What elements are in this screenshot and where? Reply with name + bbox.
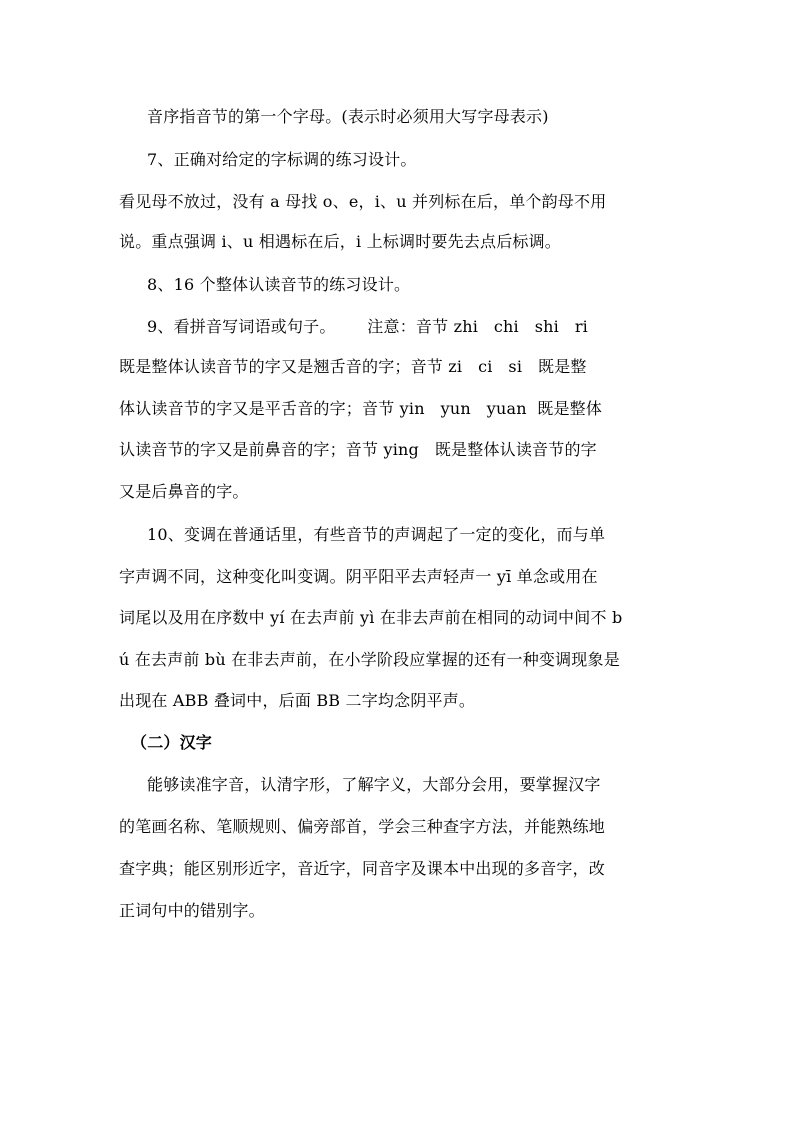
paragraph-line: 字声调不同，这种变化叫变调。阴平阳平去声轻声一 yī 单念或用在 bbox=[119, 567, 598, 586]
paragraph-line: 认读音节的字又是前鼻音的字；音节 ying 既是整体认读音节的字 bbox=[119, 440, 597, 459]
paragraph-line: 能够读准字音，认清字形，了解字义，大部分会用，要掌握汉字 bbox=[147, 775, 601, 794]
paragraph-line: 又是后鼻音的字。 bbox=[119, 482, 249, 501]
paragraph-line: 既是整体认读音节的字又是翘舌音的字；音节 zi ci si 既是整 bbox=[119, 357, 587, 376]
paragraph-line: 10、变调在普通话里，有些音节的声调起了一定的变化，而与单 bbox=[147, 525, 606, 544]
paragraph-line: 看见母不放过，没有 a 母找 o、e，i、u 并列标在后，单个韵母不用 bbox=[119, 192, 607, 211]
paragraph-line: 正词句中的错别字。 bbox=[119, 901, 265, 920]
paragraph-line: 音序指音节的第一个字母。(表示时必须用大写字母表示) bbox=[147, 107, 549, 126]
paragraph-line: 出现在 ABB 叠词中，后面 BB 二字均念阴平声。 bbox=[119, 691, 476, 710]
paragraph-line: ú 在去声前 bù 在非去声前，在小学阶段应掌握的还有一种变调现象是 bbox=[119, 650, 620, 669]
paragraph-line: 词尾以及用在序数中 yí 在去声前 yì 在非去声前在相同的动词中间不 b bbox=[119, 608, 623, 627]
paragraph-line: 8、16 个整体认读音节的练习设计。 bbox=[147, 275, 411, 294]
paragraph-line: 7、正确对给定的字标调的练习设计。 bbox=[147, 150, 417, 169]
paragraph-line: 9、看拼音写词语或句子。 注意：音节 zhi chi shi ri bbox=[147, 317, 588, 336]
paragraph-line: 体认读音节的字又是平舌音的字；音节 yin yun yuan 既是整体 bbox=[119, 399, 603, 418]
paragraph-line: 查字典；能区别形近字，音近字，同音字及课本中出现的多音字，改 bbox=[119, 859, 606, 878]
paragraph-line: 的笔画名称、笔顺规则、偏旁部首，学会三种查字方法，并能熟练地 bbox=[119, 817, 606, 836]
paragraph-line: 说。重点强调 i、u 相遇标在后，i 上标调时要先去点后标调。 bbox=[119, 232, 561, 251]
section-heading: （二）汉字 bbox=[131, 733, 213, 752]
